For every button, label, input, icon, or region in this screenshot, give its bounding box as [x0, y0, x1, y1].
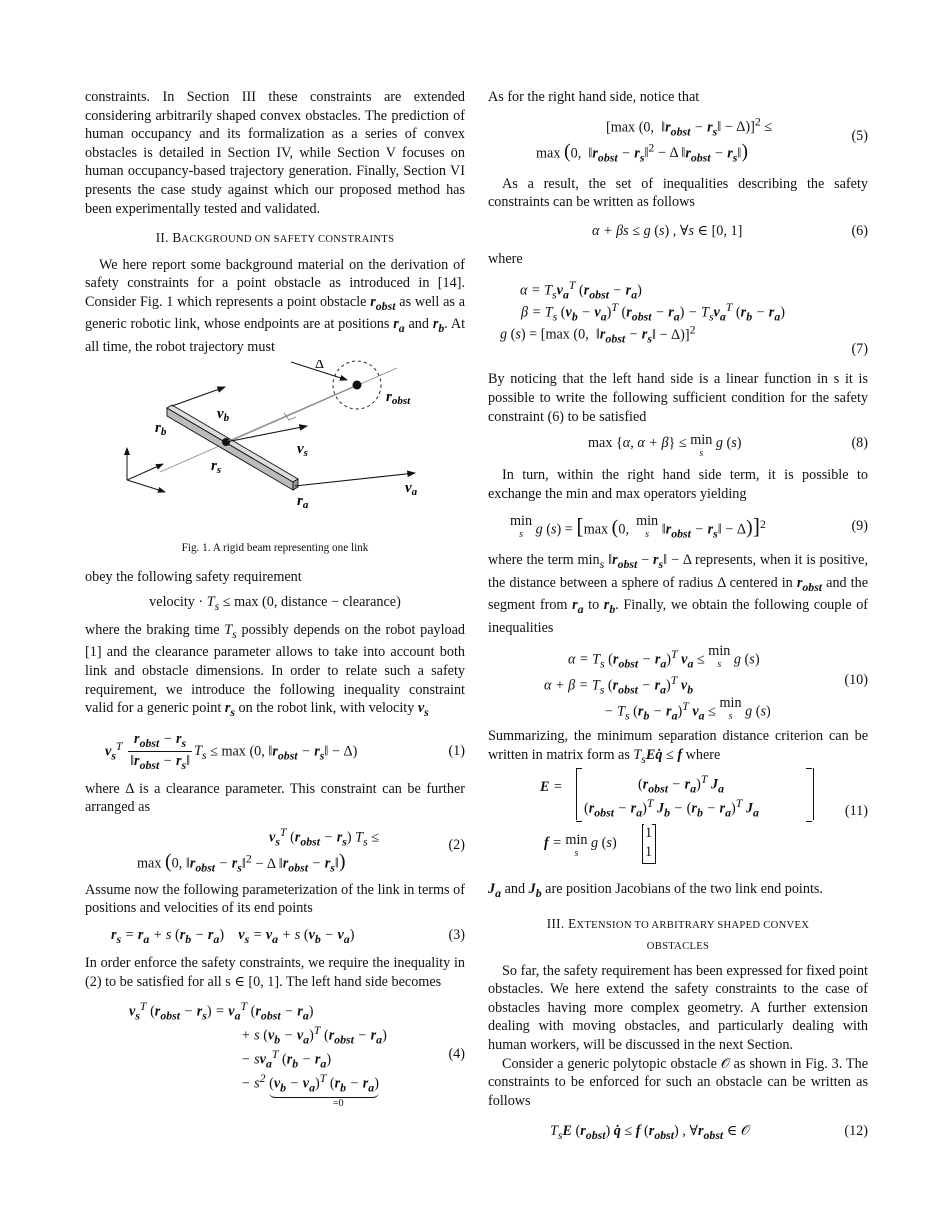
figure-1-caption: Fig. 1. A rigid beam representing one link [181, 542, 369, 555]
section-2-heading [85, 229, 465, 250]
equation-12: $T_sE$ $(r_{obst})$ q̇ ≤ f $(r_{obst})$ , $\forall r_{obst}$ ∈ 𝒪 (12) [550, 1123, 868, 1143]
figure-1 [85, 360, 465, 535]
equation-8: max {α, α + β} ≤ min s g (s) (8) [588, 432, 868, 460]
rb-label: $r_b$ [155, 420, 167, 439]
equation-3: $r_s = r_a + s$ $(r_b - r_a)$ $v_s = v_a + s$ $(v_b - v_a)$ (3) [111, 926, 465, 946]
term-paragraph: where the term $\min_s$ $‖r_{obst}$ − $r_s‖ - \Delta$ represents, when it is positive, the distance between a sphere of radius Δ centered in $r_{obst}$ and the segment from $r_a$ to $r_b$. Finally, we obtain the following couple of inequalities [488, 552, 869, 636]
delta-paragraph: where Δ is a clearance parameter. This constraint can be further arranged as [85, 780, 465, 816]
summarizing-paragraph: Summarizing, the minimum separation distance criterion can be written in matrix form as $T_sEq̇ \le f$ where [488, 728, 868, 766]
left-column [85, 88, 465, 1127]
consider-paragraph: Consider a generic polytopic obstacle 𝒪 as shown in Fig. 3. The constraints to be enforced for such an obstacle can be written as follows [488, 1055, 868, 1109]
equation-11: E = $(r_{obst} - r_a)^T$ $J_a$ $(r_{obst} - r_a)^T$ $J_b - (r_b - r_a)^T$ $J_a$ f = min s g (s) 1 1 (11) [488, 774, 868, 874]
equation-1: $v_s^T$ $\frac{r_{obst} - r_s}{‖r_{obst} - r_s‖}$ $T_s \le \max (0$, $‖r_{obst}$ − $r_s‖ - \Delta$) (1) [105, 730, 465, 773]
section-3-heading: III. EXTENSION TO ARBITRARY SHAPED CONVEX OBSTACLES [546, 915, 810, 952]
rhs-paragraph: As for the right hand side, notice that [488, 89, 700, 105]
section-title-initial: B [172, 230, 182, 246]
rs-label: $r_s$ [211, 458, 222, 477]
vb-label: $v_b$ [217, 406, 230, 425]
rigid-beam-diagram [85, 360, 465, 535]
vs-label: $v_s$ [297, 441, 308, 460]
turn-paragraph: In turn, within the right hand side term, it is possible to exchange the min and max operators yielding [488, 467, 868, 502]
safety-requirement-eq: velocity · $T_s \le \max (0$, distance − clearance) [149, 593, 401, 613]
robst-label: $r_{obst}$ [386, 389, 411, 408]
equation-7: $\alpha = T_sv_a^T$ $(r_{obst} - r_a)$ $\beta = T_s$ $(v_b - v_a)^T$ $(r_{obst} - r_a) - T_sv_a^T$ $(r_b - r_a)$ g (s) = [max (0, $‖r_{obst}$ − $r_s‖ - \Delta)]^2$ (7) [500, 278, 868, 358]
noticing-paragraph: By noticing that the left hand side is a linear function in s it is possible to write the following sufficient condition for the safety constraint (6) to be satisfied [488, 371, 868, 425]
right-column [488, 88, 868, 1148]
intro-paragraph: constraints. In Section III these constraints are extended considering arbitrarily shaped convex obstacles. The prediction of human occupancy and its formalization as a series of convex obstacles is detailed in Section IV, while Section V focuses on human occupancy-based trajectory generation. Finally, Section VI presents the case study against which our proposed method has been experimentally tested and validated. [85, 89, 465, 217]
enforce-paragraph: In order enforce the safety constraints, we require the inequality in (2) to be satisfied for all s ∈ [0, 1]. The left hand side becomes [85, 954, 465, 990]
equation-4: $v_s^T$ $(r_{obst} - r_s) = v_a^T$ $(r_{obst} - r_a)$ + s $(v_b - v_a)^T$ $(r_{obst} - r_a)$ − $sv_a^T$ $(r_b - r_a)$ − $s^2$ $(v_b - v_a)^T$ $(r_b - r_a)$ =0 (4) [129, 999, 465, 1110]
braking-paragraph: where the braking time $T_s$ possibly depends on the robot payload [1] and the clearance parameter allows to take into account both link and obstacle dimensions. In order to relate such a safety requirement, we introduce the following inequality constraint valid for a generic point $r_s$ on the robot link, with velocity $v_s$ [85, 621, 466, 720]
equation-10: $\alpha = T_s$ $(r_{obst} - r_a)^T$ $v_a \le \min$ s g (s) $\alpha + \beta = T_s$ $(r_{obst} - r_a)^T$ $v_b$ − $T_s$ $(r_b - r_a)^T$ $v_a \le \min$ s g (s) (10) [544, 643, 868, 723]
section-title-rest: ACKGROUND ON SAFETY CONSTRAINTS [181, 234, 395, 246]
delta-label: Δ [315, 360, 325, 373]
sofar-paragraph: So far, the safety requirement has been expressed for fixed point obstacles. We here extend the safety constraints to the case of obstacles having more complex geometry. A further extension dealing with moving obstacles, and particularly dealing with human workers, will be discussed in the next Section. [488, 962, 868, 1054]
equation-6: α + βs ≤ g (s) , ∀s ∈ [0, 1] (6) [592, 222, 868, 239]
ra-label: $r_a$ [297, 493, 309, 512]
where-paragraph: where [488, 250, 523, 267]
parameterization-paragraph: Assume now the following parameterization of the link in terms of positions and velocities of its end points [85, 881, 465, 917]
equation-5: [max (0, $‖r_{obst}$ − $r_s‖ - \Delta)]^2$ ≤ max (0, $‖r_{obst}$ − $r_s‖^2 - \Delta$ $‖r_{obst}$ − $r_s‖$) (5) [536, 114, 868, 165]
equation-9: min s g (s) = [max (0, min s $‖r_{obst}$ − $r_s‖ - \Delta)]^2$ (9) [510, 513, 868, 541]
result-paragraph: As a result, the set of inequalities describing the safety constraints can be written as follows [488, 175, 868, 211]
section-number: II. [155, 230, 169, 246]
background-paragraph: We here report some background material on the derivation of safety constraints for a point obstacle as introduced in [14]. Consider Fig. 1 which represents a point obstacle $r_{obst}$ as well as a generic robotic link, whose endpoints are at positions $r_a$ and $r_b$. At all time, the robot trajectory must [85, 256, 466, 355]
equation-2: $v_s^T$ $(r_{obst} - r_s) T_s$ ≤ max (0, $‖r_{obst}$ − $r_s‖^2 - \Delta$ $‖r_{obst}$ − $r_s‖$) (2) [137, 824, 465, 875]
obey-paragraph: obey the following safety requirement [85, 568, 302, 585]
va-label: $v_a$ [405, 480, 418, 499]
jacobians-paragraph: $J_a$ and $J_b$ are position Jacobians of the two link end points. [488, 881, 823, 901]
